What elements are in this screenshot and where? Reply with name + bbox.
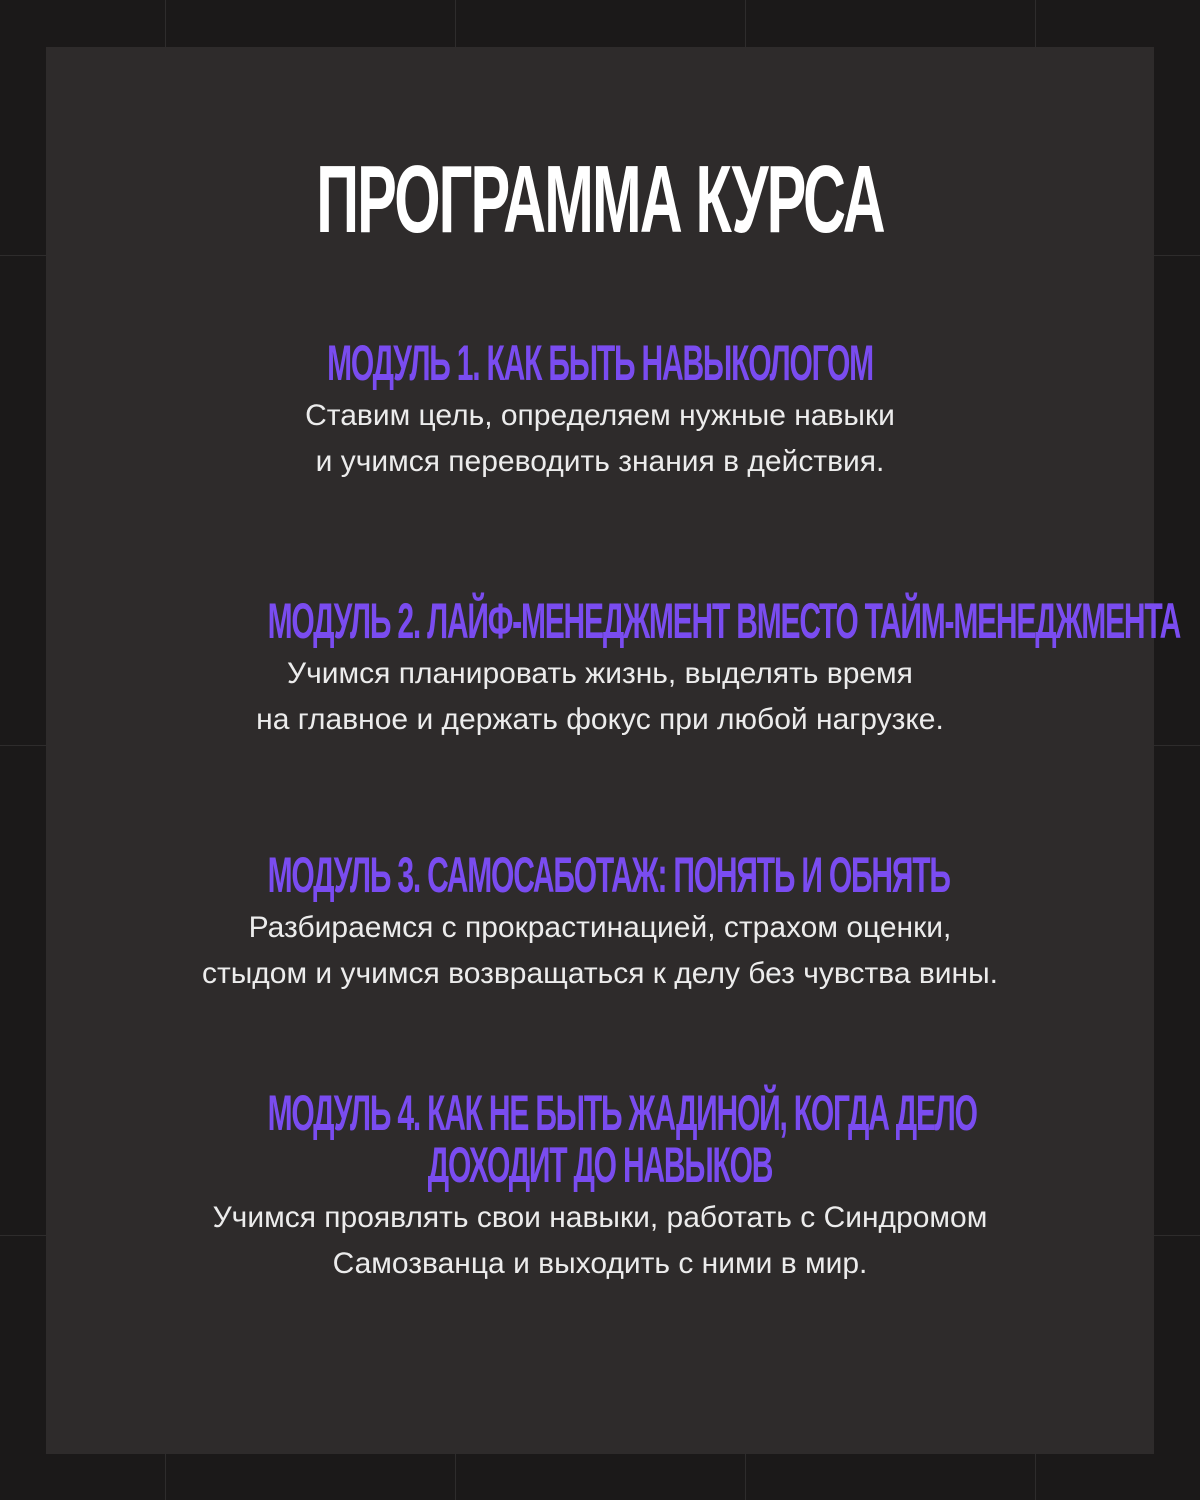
module-description-line: Учимся проявлять свои навыки, работать с Синдромом (212, 1201, 988, 1234)
module-description-line: на главное и держать фокус при любой нагрузке. (256, 703, 944, 736)
module-description-line: Ставим цель, определяем нужные навыки (305, 399, 895, 432)
grid-line (0, 745, 46, 746)
module-title: МОДУЛЬ 1. КАК БЫТЬ НАВЫКОЛОГОМ (327, 335, 873, 391)
grid-line (1035, 0, 1036, 47)
grid-line (1154, 255, 1200, 256)
grid-line (0, 1235, 46, 1236)
module-description (46, 1195, 1154, 1287)
grid-line (165, 0, 166, 47)
module-description-line: стыдом и учимся возвращаться к делу без чувства вины. (201, 957, 998, 990)
grid-line (455, 1454, 456, 1500)
module-description (46, 651, 1154, 743)
module-description-line: и учимся переводить знания в действия. (315, 445, 885, 478)
grid-line (165, 1454, 166, 1500)
grid-line (1154, 745, 1200, 746)
grid-line (1035, 1454, 1036, 1500)
grid-line (455, 0, 456, 47)
module-2 (46, 593, 1181, 743)
module-title: ДОХОДИТ ДО НАВЫКОВ (427, 1137, 773, 1193)
module-description-line: Разбираемся с прокрастинацией, страхом оценки, (248, 911, 952, 944)
grid-line (745, 0, 746, 47)
module-4 (46, 1087, 1154, 1287)
course-program-card (46, 47, 1181, 1454)
page-title: ПРОГРАММА КУРСА (316, 146, 884, 253)
module-description-line: Учимся планировать жизнь, выделять время (287, 657, 913, 690)
grid-line (1154, 1235, 1200, 1236)
module-title: МОДУЛЬ 3. САМОСАБОТАЖ: ПОНЯТЬ И ОБНЯТЬ (267, 847, 950, 903)
module-description-line: Самозванца и выходить с ними в мир. (332, 1247, 868, 1280)
module-title: МОДУЛЬ 2. ЛАЙФ-МЕНЕДЖМЕНТ ВМЕСТО ТАЙМ-МЕНЕДЖМЕНТА (267, 593, 1181, 649)
module-description (46, 393, 1154, 485)
module-1 (46, 337, 1154, 485)
module-title: МОДУЛЬ 4. КАК НЕ БЫТЬ ЖАДИНОЙ, КОГДА ДЕЛО (267, 1085, 977, 1141)
module-description (46, 905, 1154, 997)
grid-line (745, 1454, 746, 1500)
grid-line (0, 255, 46, 256)
module-3 (46, 849, 1154, 997)
